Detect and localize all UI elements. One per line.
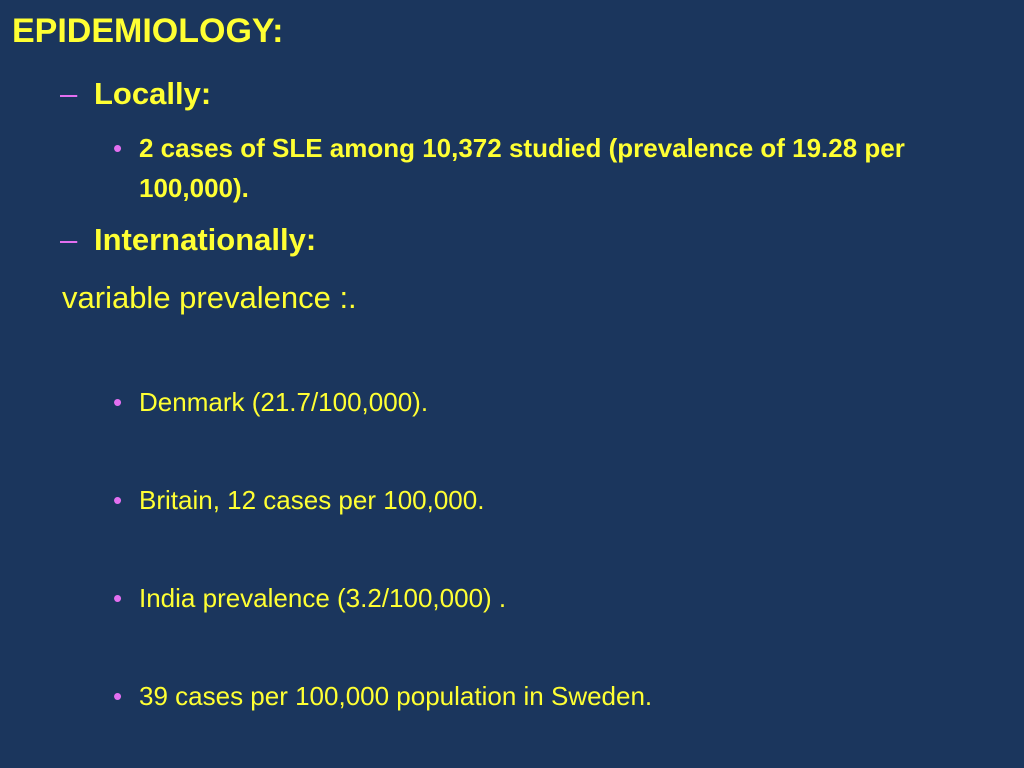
list-item-text: Denmark (21.7/100,000). — [139, 387, 429, 417]
list-item — [113, 480, 1008, 520]
bullet-marker: • — [113, 681, 123, 711]
internationally-intro: variable prevalence :. — [62, 280, 357, 315]
bullet-marker: • — [113, 583, 123, 613]
bullet-marker: • — [113, 485, 123, 515]
internationally-heading — [60, 222, 316, 258]
internationally-label: Internationally: — [94, 222, 317, 257]
dash-marker: – — [60, 222, 78, 257]
locally-bullet — [113, 128, 1008, 208]
locally-bullet-text: 2 cases of SLE among 10,372 studied (prevalence of 19.28 per 100,000). — [139, 133, 905, 203]
dash-marker: – — [60, 76, 78, 111]
list-item-text: Britain, 12 cases per 100,000. — [139, 485, 485, 515]
list-item — [113, 676, 1008, 716]
list-item-text: India prevalence (3.2/100,000) . — [139, 583, 507, 613]
bullet-marker: • — [113, 133, 123, 163]
list-item — [113, 382, 1008, 422]
slide-title: EPIDEMIOLOGY: — [12, 12, 284, 50]
locally-label: Locally: — [94, 76, 212, 111]
locally-heading — [60, 76, 211, 112]
list-item — [113, 578, 1008, 618]
list-item-text: 39 cases per 100,000 population in Sweden. — [139, 681, 653, 711]
bullet-marker: • — [113, 387, 123, 417]
